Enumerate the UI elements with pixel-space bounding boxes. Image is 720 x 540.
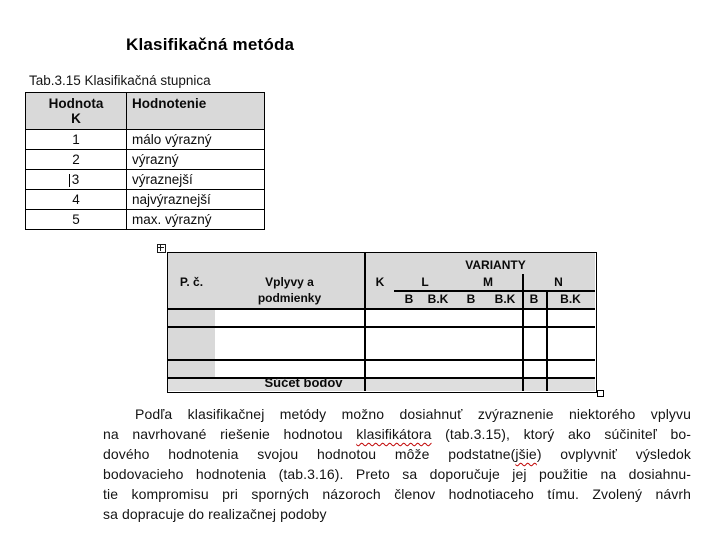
variants-scoring-table (167, 252, 597, 393)
table1-cell-k: 2 (26, 150, 127, 170)
paragraph-line (103, 504, 691, 524)
header-hodnota: Hodnota (48, 96, 104, 111)
paragraph-line (103, 444, 691, 464)
text-segment: bodovacieho hodnotenia (tab.3.16). Preto sa doporučuje jej použitie na dosiahnu- (103, 466, 691, 482)
text-segment: tie kompromisu pri sporných názoroch členov hodnotiaceho tímu. Zvolený návrh (103, 486, 691, 502)
table2-header-vplyvy (215, 274, 364, 306)
table1-row (26, 210, 265, 230)
table1-cell-k: 3 (26, 170, 127, 190)
table1-header-row (26, 93, 265, 130)
table2-header-k: K (375, 275, 385, 289)
table1-cell-k: 5 (26, 210, 127, 230)
page-title: Klasifikačná metóda (126, 35, 295, 54)
subheader-b-n: B (529, 292, 539, 306)
header-k: K (71, 111, 81, 126)
subheader-b-l: B (404, 292, 414, 306)
table1-cell-label: výraznejší (127, 170, 265, 190)
table-resize-handle-icon[interactable] (597, 390, 604, 397)
subheader-bk-l: B.K (427, 292, 449, 306)
header-vplyvy-line1: Vplyvy a (265, 275, 314, 289)
table2-rownum-column-shading (168, 308, 215, 377)
table1-caption: Tab.3.15 Klasifikačná stupnica (29, 73, 211, 88)
table2-header-variant-n: N (554, 275, 563, 289)
table2-header-variant-m: M (483, 275, 493, 289)
table1-cell-label: najvýraznejší (127, 190, 265, 210)
table1-header-hodnotenie: Hodnotenie (127, 93, 265, 130)
text-segment: ) ovplyvniť výsledok (536, 446, 691, 462)
spellcheck-word: klasifikátora (356, 426, 432, 442)
subheader-bk-n: B.K (560, 292, 581, 306)
paragraph-line (103, 464, 691, 484)
table2-sum-label: Súčet bodov (264, 375, 343, 390)
text-segment: Podľa klasifikačnej metódy možno dosiahnuť zvýraznenie niektorého vplyvu (135, 406, 691, 422)
table1-cell-k: 1 (26, 130, 127, 150)
table1-cell-k: 4 (26, 190, 127, 210)
table1-row (26, 130, 265, 150)
table2-header-variant-l: L (421, 275, 429, 289)
spellcheck-word: jšie (515, 446, 537, 462)
table1-row (26, 150, 265, 170)
paragraph-line (103, 404, 691, 424)
table2-hline-row1 (168, 326, 595, 328)
table2-subheader-row (396, 291, 598, 307)
table1-cell-label: málo výrazný (127, 130, 265, 150)
paragraph-line (103, 424, 691, 444)
table1-cell-label: max. výrazný (127, 210, 265, 230)
classification-scale-table (25, 92, 265, 230)
paragraph-line (103, 484, 691, 504)
table2-hline-header-bottom (168, 308, 595, 310)
text-segment: sa dopracuje do realizačnej podoby (103, 506, 327, 522)
text-segment: (tab.3.15), ktorý ako súčiniteľ bo- (431, 426, 691, 442)
table1-cell-label: výrazný (127, 150, 265, 170)
table2-hline-row2 (168, 359, 595, 361)
subheader-bk-m: B.K (494, 292, 516, 306)
table1-row (26, 170, 265, 190)
text-cursor (69, 174, 70, 187)
table1-row (26, 190, 265, 210)
table-move-handle-icon[interactable] (157, 244, 166, 253)
body-paragraph (103, 404, 691, 524)
header-vplyvy-line2: podmienky (257, 291, 322, 305)
text-segment: dového hodnotenia svojou hodnotou môže podstatne( (103, 446, 516, 462)
table2-header-pc: P. č. (179, 275, 204, 289)
text-segment: na navrhované riešenie hodnotou (103, 426, 357, 442)
subheader-b-m: B (466, 292, 476, 306)
table2-header-varianty: VARIANTY (465, 258, 526, 272)
table1-header-hodnota-k (26, 93, 127, 130)
